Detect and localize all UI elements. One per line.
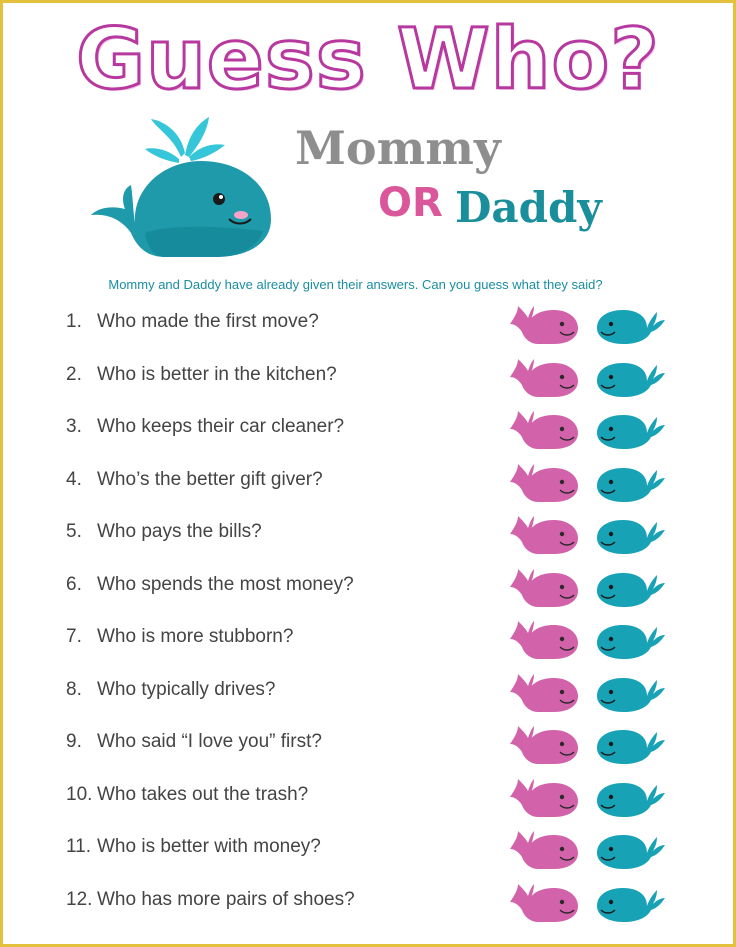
page-title: Guess Who? [76,10,660,108]
pink-whale-icon[interactable] [508,567,580,609]
instructions-text: Mommy and Daddy have already given their answers. Can you guess what they said? [108,277,603,292]
pink-whale-icon[interactable] [508,304,580,346]
teal-whale-icon[interactable] [595,514,667,556]
question-row [3,299,733,352]
question-number: 7. [66,626,82,647]
question-text: Who has more pairs of shoes? [97,888,355,910]
pink-whale-icon[interactable] [508,409,580,451]
question-row [3,352,733,405]
question-number: 10. [66,783,93,805]
question-number: 3. [66,416,82,437]
pink-whale-icon[interactable] [508,724,580,766]
mommy-label: Mommy [295,121,501,175]
teal-whale-icon[interactable] [595,357,667,399]
question-row [3,457,733,510]
pink-whale-icon[interactable] [508,829,580,871]
question-number: 2. [66,363,82,385]
teal-whale-icon[interactable] [595,409,667,451]
daddy-label: Daddy [455,183,602,232]
teal-whale-icon[interactable] [595,672,667,714]
question-text: Who is more stubborn? [97,626,294,647]
whale-mascot-icon [85,115,285,265]
question-list [3,299,733,929]
pink-whale-icon[interactable] [508,357,580,399]
teal-whale-icon[interactable] [595,567,667,609]
question-number: 1. [66,311,82,332]
teal-whale-icon[interactable] [595,619,667,661]
question-text: Who’s the better gift giver? [97,468,323,490]
pink-whale-icon[interactable] [508,619,580,661]
question-text: Who spends the most money? [97,573,354,595]
teal-whale-icon[interactable] [595,882,667,924]
question-row [3,772,733,825]
question-text: Who said “I love you” first? [97,731,322,752]
question-text: Who made the first move? [97,311,319,332]
question-text: Who is better in the kitchen? [97,363,337,385]
teal-whale-icon[interactable] [595,304,667,346]
teal-whale-icon[interactable] [595,829,667,871]
question-row [3,824,733,877]
question-text: Who pays the bills? [97,521,262,542]
question-number: 4. [66,468,82,490]
question-row [3,877,733,930]
question-number: 12. [66,888,93,910]
question-number: 6. [66,573,82,595]
question-text: Who keeps their car cleaner? [97,416,345,437]
question-row [3,667,733,720]
question-number: 9. [66,731,82,752]
question-number: 5. [66,521,82,542]
pink-whale-icon[interactable] [508,882,580,924]
question-text: Who is better with money? [97,836,321,857]
teal-whale-icon[interactable] [595,724,667,766]
pink-whale-icon[interactable] [508,514,580,556]
question-row [3,719,733,772]
pink-whale-icon[interactable] [508,777,580,819]
pink-whale-icon[interactable] [508,672,580,714]
question-row [3,562,733,615]
question-row [3,404,733,457]
or-label: OR [378,180,443,226]
question-number: 11. [66,836,92,857]
question-row [3,614,733,667]
question-text: Who typically drives? [97,678,276,700]
question-number: 8. [66,678,82,700]
teal-whale-icon[interactable] [595,462,667,504]
question-text: Who takes out the trash? [97,783,309,805]
teal-whale-icon[interactable] [595,777,667,819]
pink-whale-icon[interactable] [508,462,580,504]
question-row [3,509,733,562]
